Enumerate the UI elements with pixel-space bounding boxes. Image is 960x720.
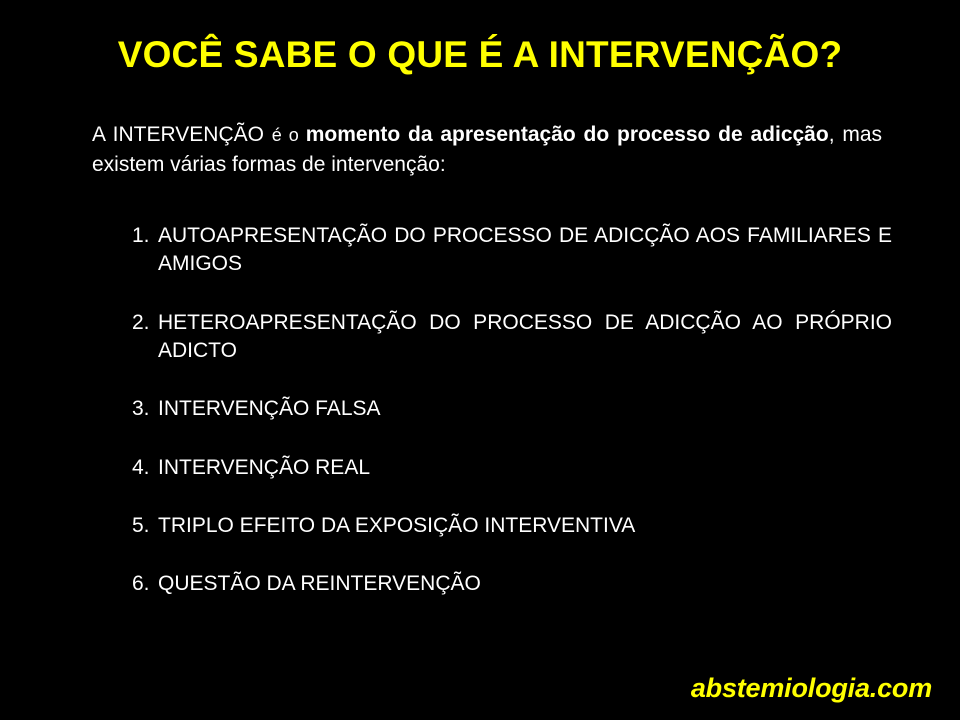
list-item-label: QUESTÃO DA REINTERVENÇÃO: [158, 572, 481, 596]
list-item: [132, 309, 892, 366]
list-item-label: TRIPLO EFEITO DA EXPOSIÇÃO INTERVENTIVA: [158, 514, 636, 538]
intro-text-part2: é o: [271, 125, 306, 145]
intro-text-emphasis: momento da apresentação do processo de adicção: [305, 123, 829, 146]
list-item-number: 2.: [132, 310, 150, 334]
list-item-label: INTERVENÇÃO REAL: [158, 455, 370, 479]
page-title: VOCÊ SABE O QUE É A INTERVENÇÃO?: [117, 34, 843, 75]
list-item-number: 5.: [132, 514, 150, 538]
intro-paragraph: [92, 120, 882, 180]
list-item-number: 3.: [132, 397, 150, 421]
list-item: [132, 570, 892, 598]
list-item-number: 6.: [132, 572, 150, 596]
intro-text-part1: A INTERVENÇÃO: [92, 123, 272, 146]
list-item-label: AUTOAPRESENTAÇÃO DO PROCESSO DE ADICÇÃO AOS FAMILIARES E AMIGOS: [158, 224, 892, 276]
list-item-number: 1.: [132, 224, 150, 247]
list-item: [132, 512, 892, 540]
list-item-number: 4.: [132, 455, 150, 479]
list-item: [132, 222, 892, 279]
intro-text-part4: , mas existem várias formas de intervenção:: [92, 123, 882, 176]
site-watermark: abstemiologia.com: [690, 673, 932, 703]
list-item: [132, 395, 892, 423]
list-item-label: INTERVENÇÃO FALSA: [158, 397, 381, 421]
list-item: [132, 454, 892, 482]
list-item-label: HETEROAPRESENTAÇÃO DO PROCESSO DE ADICÇÃO AO PRÓPRIO ADICTO: [158, 310, 892, 363]
intervention-forms-list: [132, 222, 892, 629]
